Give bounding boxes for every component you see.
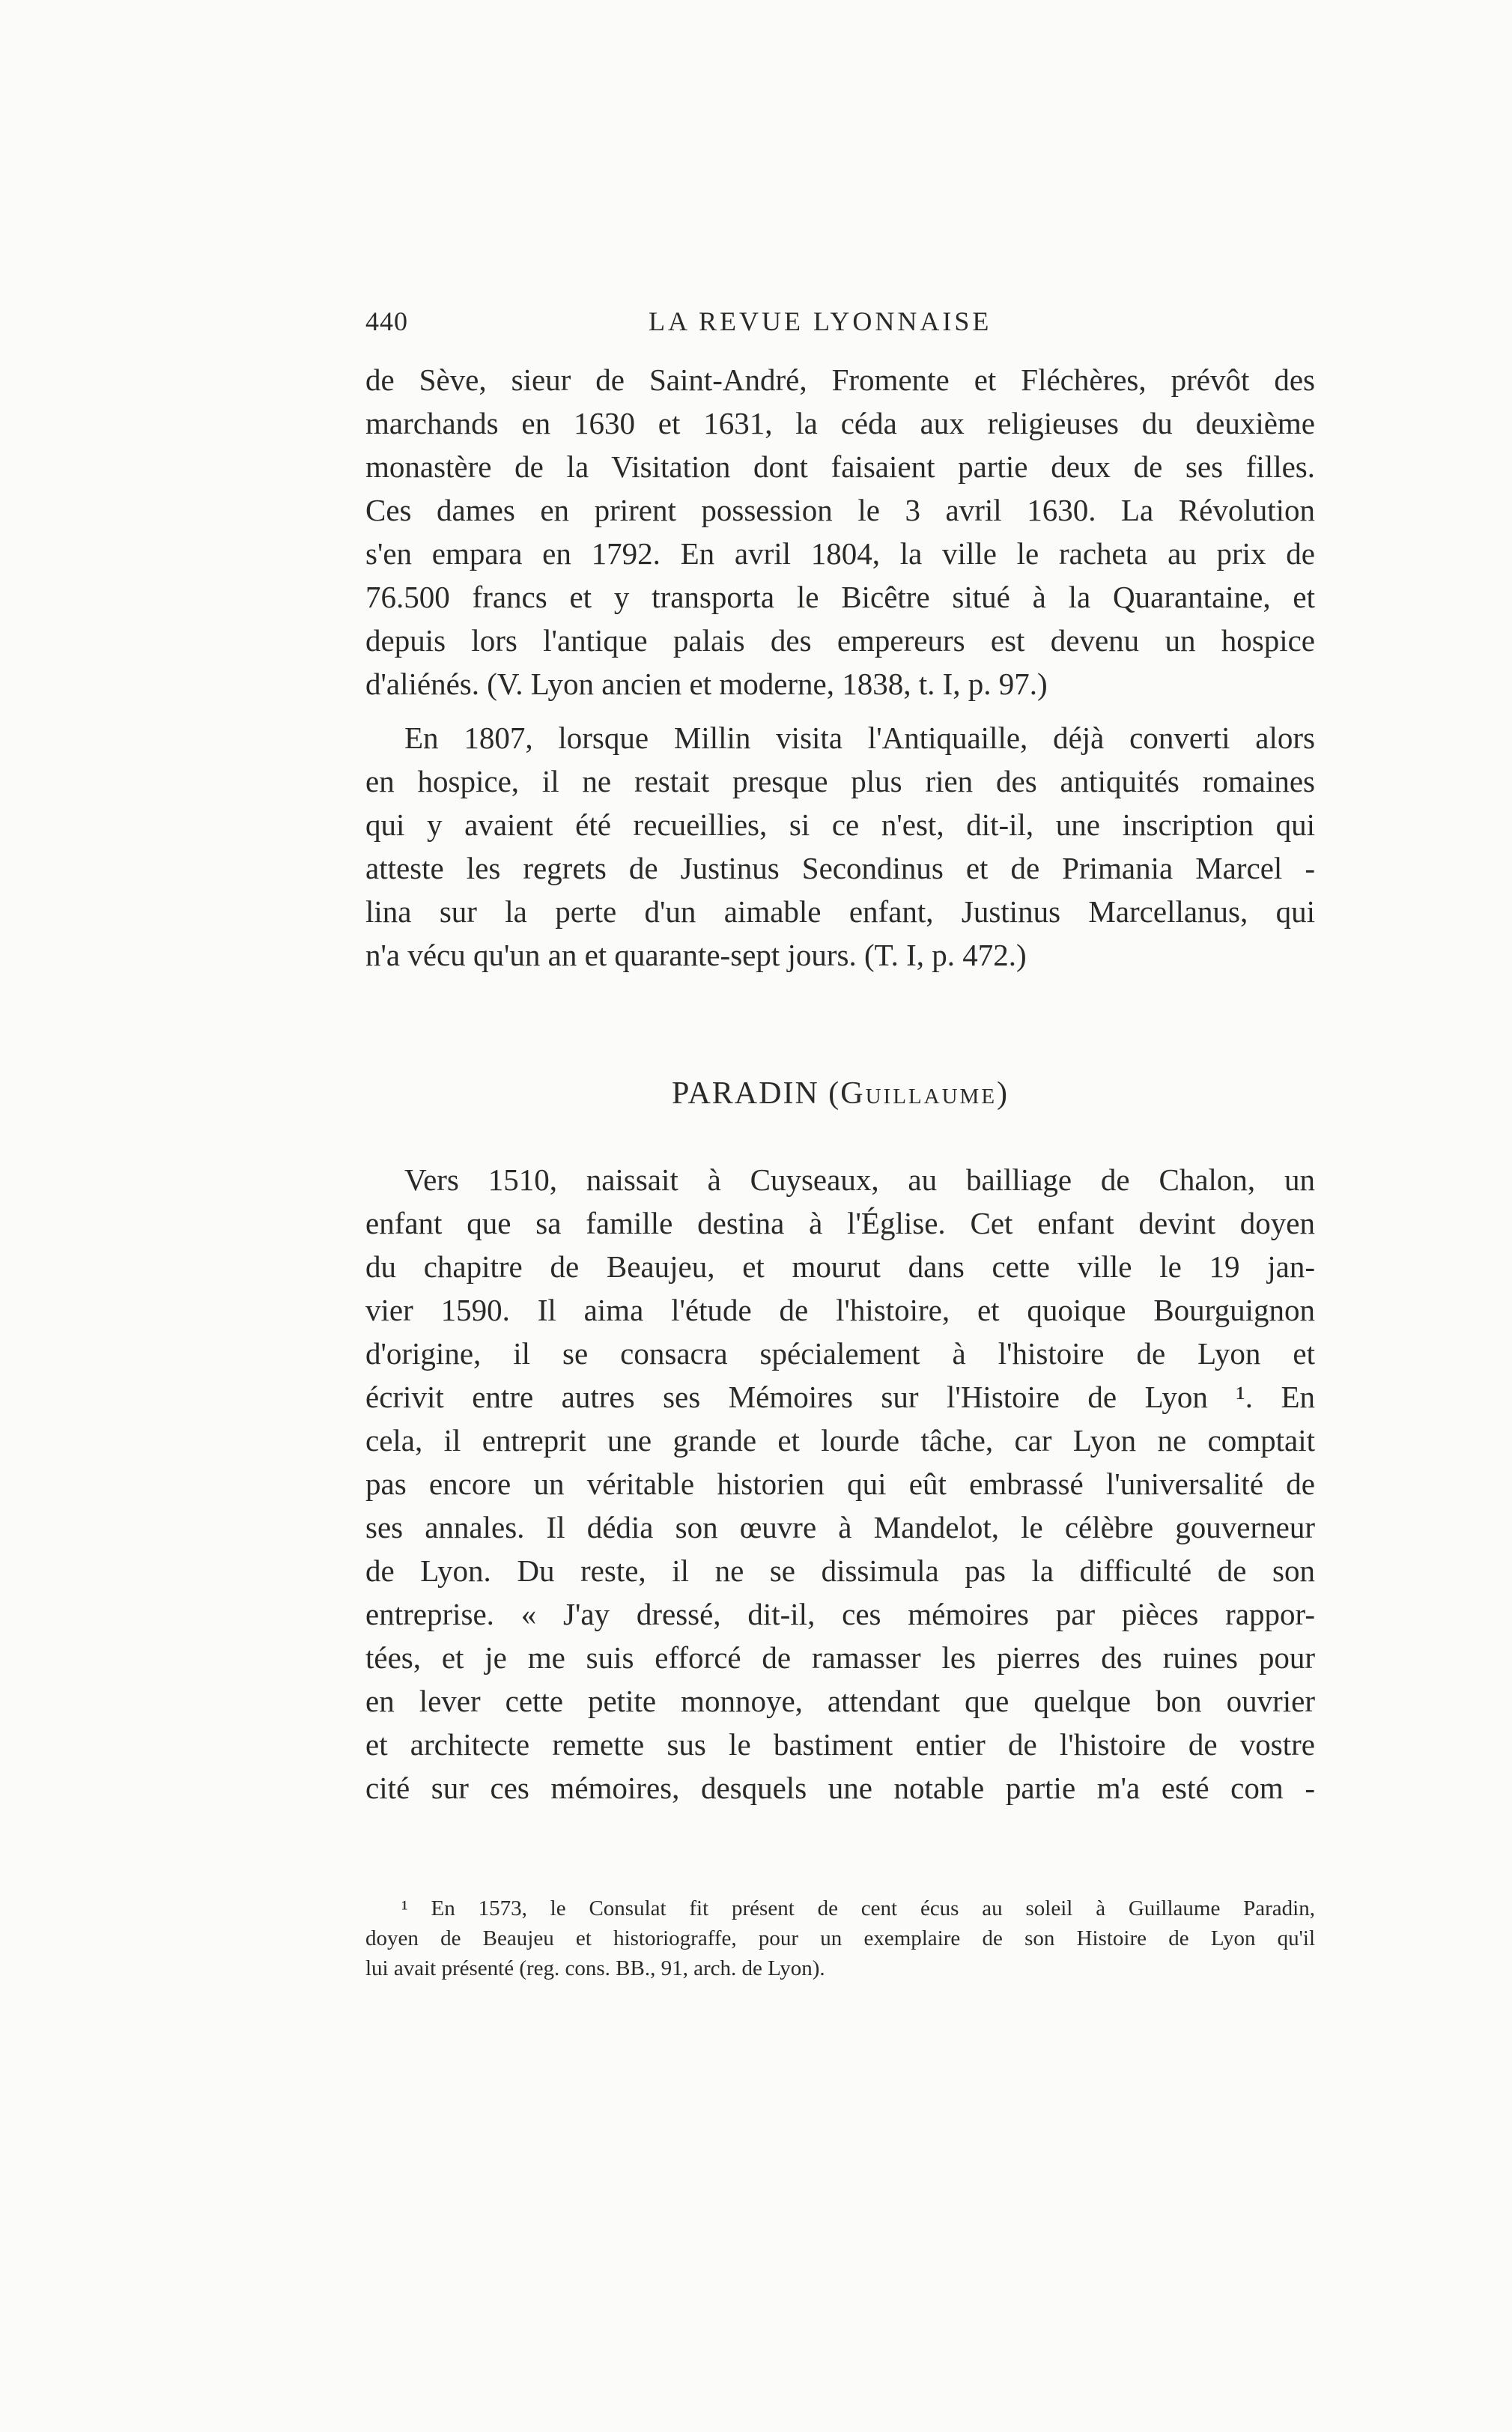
text-line: enfant que sa famille destina à l'Église. Cet enfant devint doyen [365,1206,1315,1240]
page-number: 440 [365,306,408,336]
text-line: depuis lors l'antique palais des empereurs est devenu un hospice [365,623,1315,658]
text-line: en lever cette petite monnoye, attendant que quelque bon ouvrier [365,1684,1315,1718]
text-line: en hospice, il ne restait presque plus rien des antiquités romaines [365,764,1315,798]
text-line: n'a vécu qu'un an et quarante-sept jours. (T. I, p. 472.) [365,938,1027,972]
heading-firstname: Guillaume [840,1076,998,1111]
text-line: ses annales. Il dédia son œuvre à Mandelot, le célèbre gouverneur [365,1510,1315,1544]
text-line: de Lyon. Du reste, il ne se dissimula pas la difficulté de son [365,1553,1315,1588]
footnote-line: lui avait présenté (reg. cons. BB., 91, arch. de Lyon). [365,1956,825,1980]
text-line: de Sève, sieur de Saint-André, Fromente et Fléchères, prévôt des [365,363,1315,397]
text-line: d'aliénés. (V. Lyon ancien et moderne, 1838, t. I, p. 97.) [365,667,1048,701]
text-line: d'origine, il se consacra spécialement à l'histoire de Lyon et [365,1336,1315,1371]
heading-surname: PARADIN [671,1076,819,1111]
heading-open-paren: ( [828,1076,841,1111]
running-head [365,306,1315,351]
text-line: et architecte remette sus le bastiment entier de l'histoire de vostre [365,1727,1315,1762]
text-line: monastère de la Visitation dont faisaient partie deux de ses filles. [365,449,1315,484]
text-line: qui y avaient été recueillies, si ce n'est, dit-il, une inscription qui [365,807,1315,842]
text-line: 76.500 francs et y transporta le Bicêtre situé à la Quarantaine, et [365,580,1315,614]
footnote-line: doyen de Beaujeu et historiograffe, pour un exemplaire de son Histoire de Lyon qu'il [365,1926,1315,1950]
journal-title: LA REVUE LYONNAISE [649,306,992,336]
text-line: Vers 1510, naissait à Cuyseaux, au bailliage de Chalon, un [404,1162,1315,1197]
text-line: entreprise. « J'ay dressé, dit-il, ces mémoires par pièces rappor- [365,1597,1315,1631]
text-line: Ces dames en prirent possession le 3 avril 1630. La Révolution [365,493,1315,527]
text-line: du chapitre de Beaujeu, et mourut dans cette ville le 19 jan- [365,1249,1315,1284]
text-line: s'en empara en 1792. En avril 1804, la ville le racheta au prix de [365,536,1315,571]
text-line: marchands en 1630 et 1631, la céda aux religieuses du deuxième [365,406,1315,440]
text-line: vier 1590. Il aima l'étude de l'histoire, et quoique Bourguignon [365,1293,1315,1327]
text-line: cela, il entreprit une grande et lourde tâche, car Lyon ne comptait [365,1423,1315,1458]
text-line: écrivit entre autres ses Mémoires sur l'Histoire de Lyon ¹. En [365,1380,1315,1414]
text-line: lina sur la perte d'un aimable enfant, Justinus Marcellanus, qui [365,894,1315,929]
text-line: tées, et je me suis efforcé de ramasser les pierres des ruines pour [365,1640,1315,1675]
footnote-line: ¹ En 1573, le Consulat fit présent de cent écus au soleil à Guillaume Paradin, [401,1896,1315,1920]
heading-close-paren: ) [997,1076,1009,1111]
text-line: En 1807, lorsque Millin visita l'Antiquaille, déjà converti alors [404,721,1315,755]
text-line: cité sur ces mémoires, desquels une notable partie m'a esté com - [365,1771,1315,1805]
text-line: pas encore un véritable historien qui eût embrassé l'universalité de [365,1467,1315,1501]
text-line: atteste les regrets de Justinus Secondinus et de Primania Marcel - [365,851,1315,885]
section-heading-paradin [365,1076,1315,1112]
